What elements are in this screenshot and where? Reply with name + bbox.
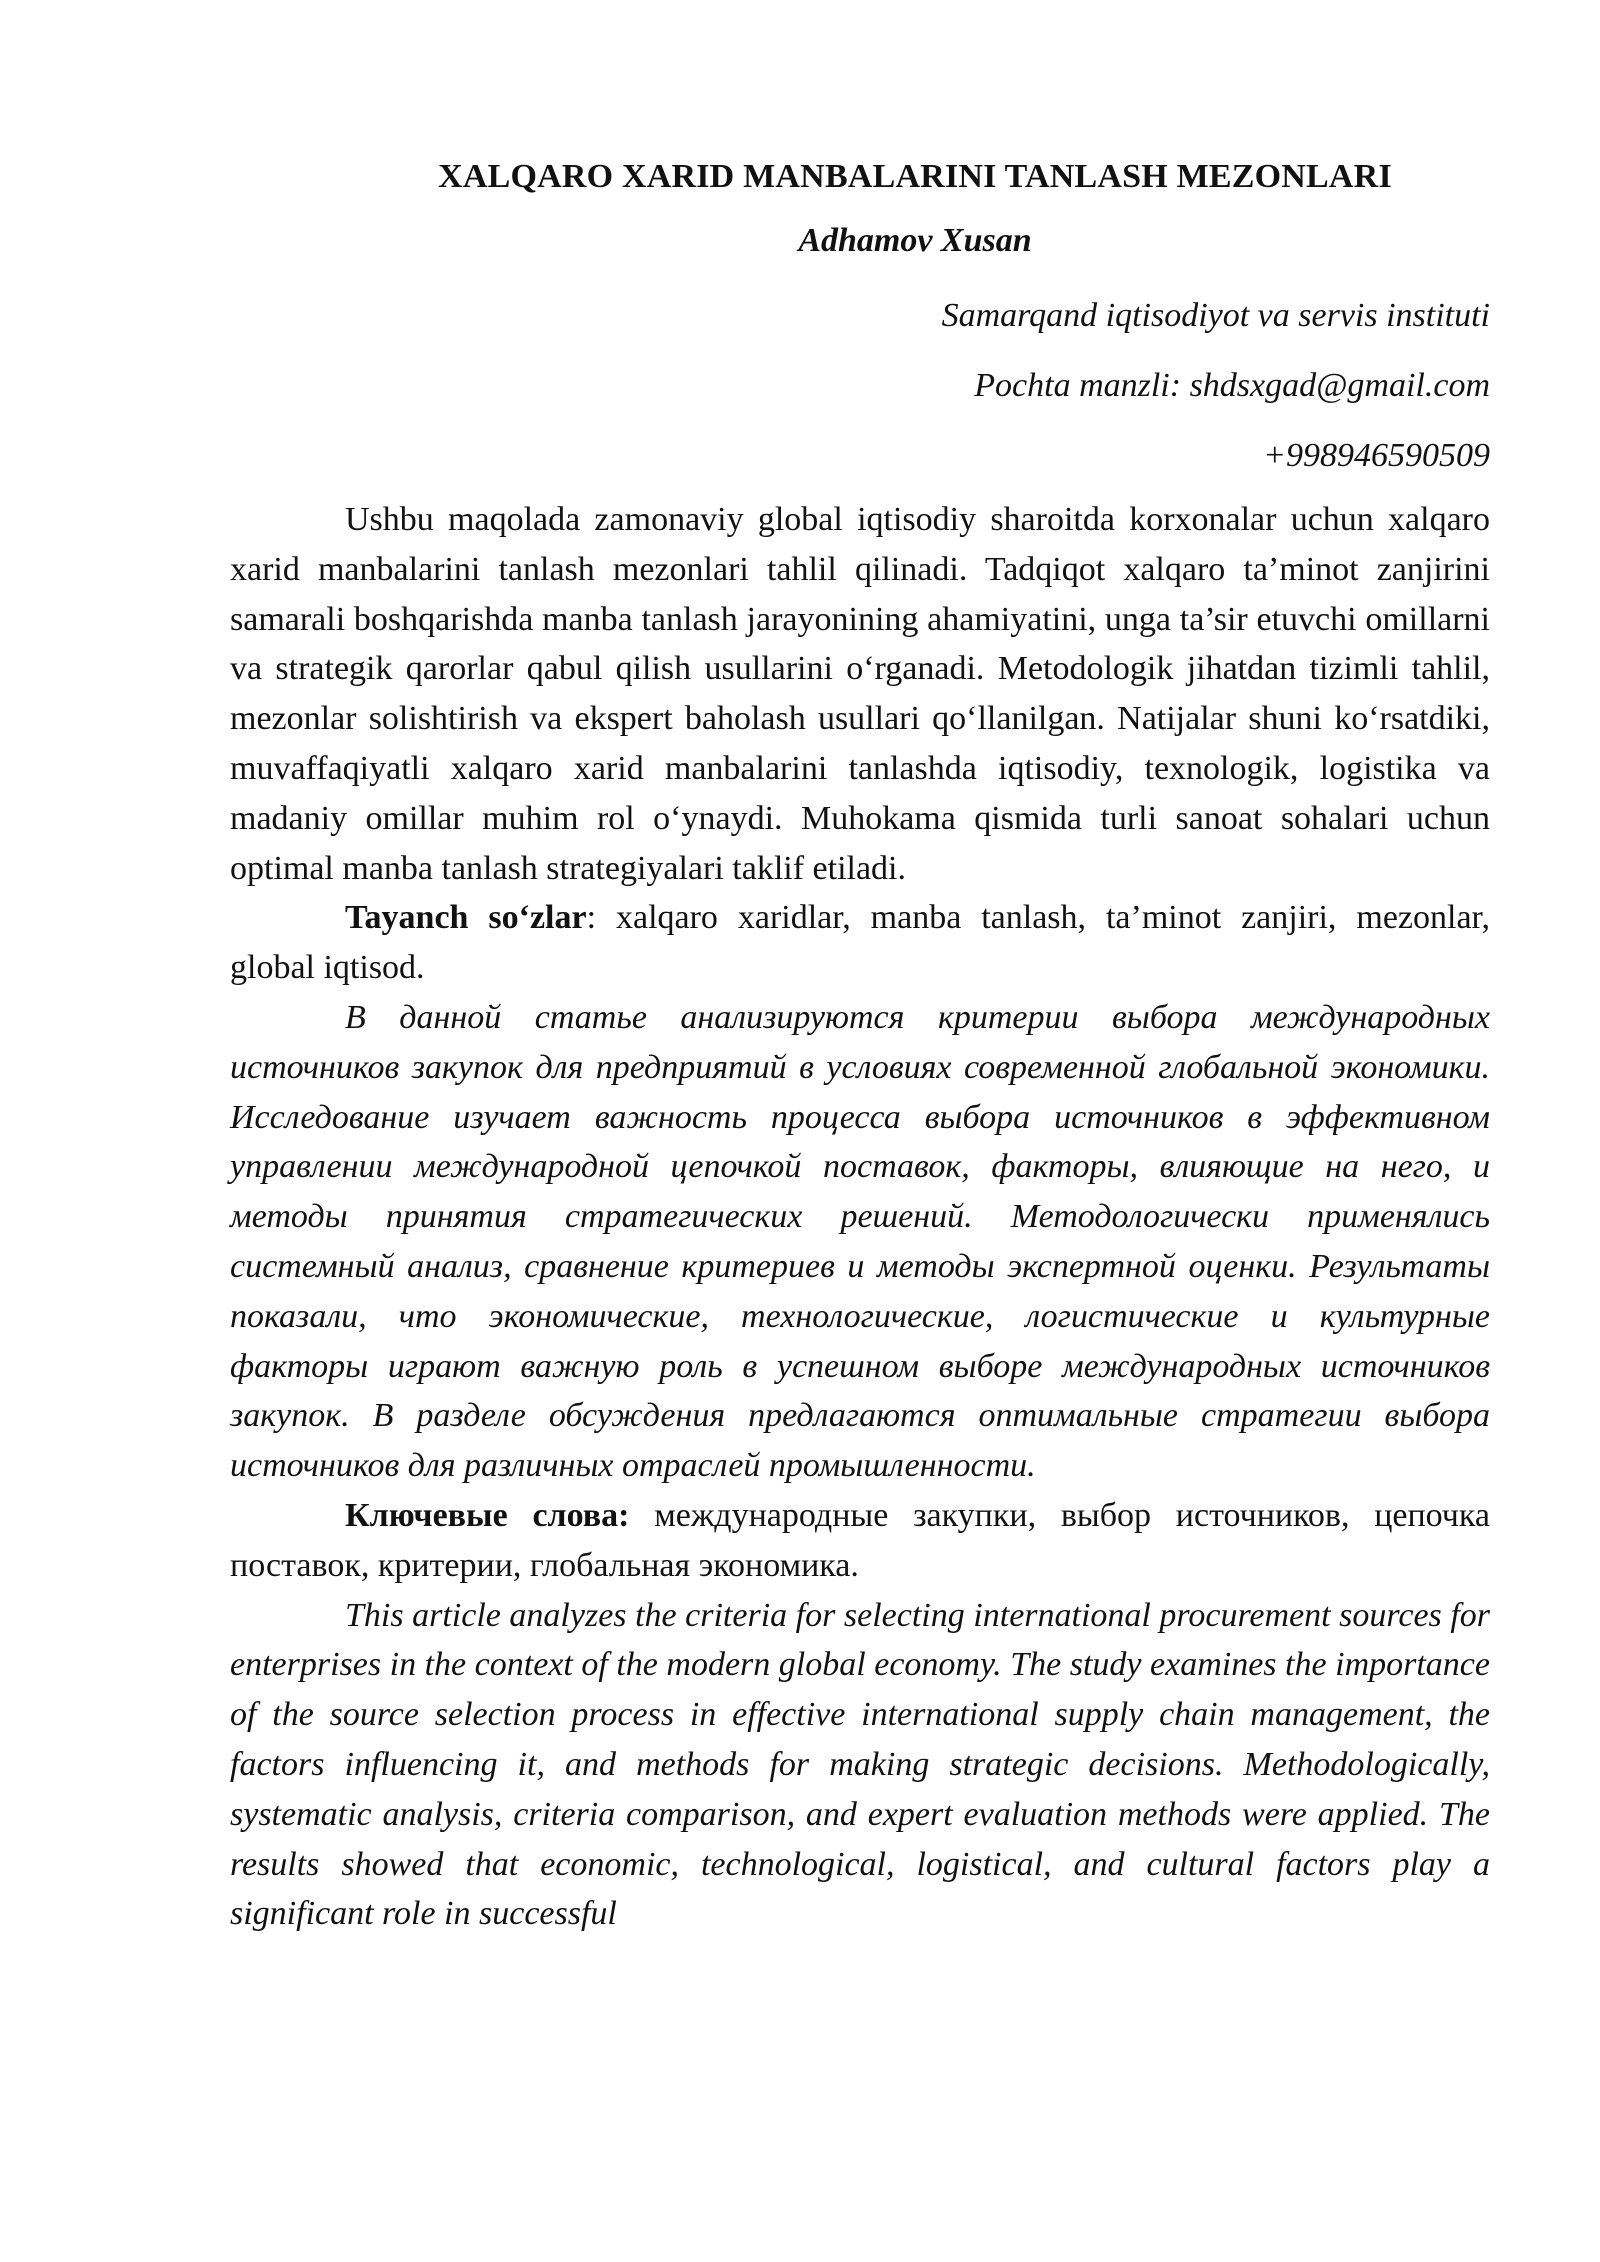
keywords-russian-text: международные закупки, выбор источников, цепочка поставок, критерии, глобальная экономика. [230,1496,1490,1584]
email-line: Pochta manzli: shdsxgad@gmail.com [974,367,1490,404]
keywords-uzbek-label: Tayanch so‘zlar [345,899,587,937]
keywords-uzbek-text: : xalqaro xaridlar, manba tanlash, ta’minot zanjiri, mezonlar, global iqtisod. [230,899,1490,987]
keywords-russian [230,1491,1490,1591]
paper-body [230,145,1490,1939]
abstract-russian: В данной статье анализируются критерии выбора международных источников закупок для предприятий в условиях современной глобальной экономики. Исследование изучает важность процесса выбора источников в эффективном управлении международной цепочкой поставок, факторы, влияющие на него, и методы принятия стратегических решений. Методологически применялись системный анализ, сравнение критериев и методы экспертной оценки. Результаты показали, что экономические, технологические, логистические и культурные факторы играют важную роль в успешном выборе международных источников закупок. В разделе обсуждения предлагаются оптимальные стратегии выбора источников для различных отраслей промышленности. [230,998,1490,1485]
author-name: Adhamov Xusan [798,222,1032,259]
keywords-russian-label: Ключевые слова: [345,1496,630,1534]
abstract-uzbek: Ushbu maqolada zamonaviy global iqtisodiy sharoitda korxonalar uchun xalqaro xarid manbalarini tanlash mezonlari tahlil qilinadi. Tadqiqot xalqaro ta’minot zanjirini samarali boshqarishda manba tanlash jarayonining ahamiyatini, unga ta’sir etuvchi omillarni va strategik qarorlar qabul qilish usullarini o‘rganadi. Metodologik jihatdan tizimli tahlil, mezonlar solishtirish va ekspert baholash usullari qo‘llanilgan. Natijalar shuni ko‘rsatdiki, muvaffaqiyatli xalqaro xarid manbalarini tanlashda iqtisodiy, texnologik, logistika va madaniy omillar muhim rol o‘ynaydi. Muhokama qismida turli sanoat sohalari uchun optimal manba tanlash strategiyalari taklif etiladi. [230,501,1490,887]
affiliation: Samarqand iqtisodiyot va servis instituti [941,297,1490,334]
paper-title: XALQARO XARID MANBALARINI TANLASH MEZONLARI [438,158,1392,195]
abstract-english: This article analyzes the criteria for selecting international procurement sources for enterprises in the context of the modern global economy. The study examines the importance of the source selection process in effective international supply chain management, the factors influencing it, and methods for making strategic decisions. Methodologically, systematic analysis, criteria comparison, and expert evaluation methods were applied. The results showed that economic, technological, logistical, and cultural factors play a significant role in successful [230,1596,1490,1933]
keywords-uzbek [230,893,1490,993]
phone-number: +998946590509 [1263,437,1490,474]
